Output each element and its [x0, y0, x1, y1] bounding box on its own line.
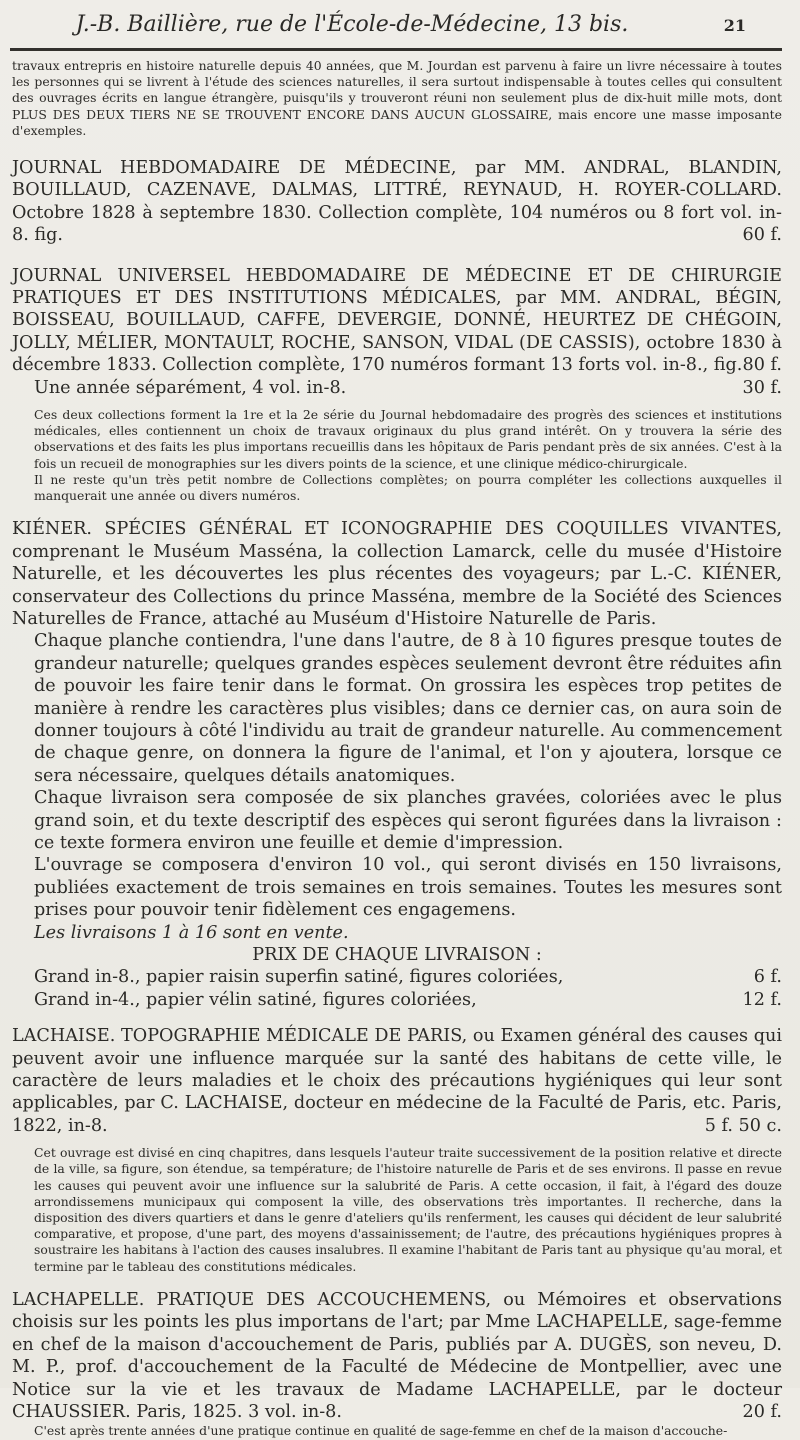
entry-paragraph: Les livraisons 1 à 16 sont en vente. [34, 922, 349, 943]
entry-kiener [12, 518, 782, 1011]
price-line [12, 989, 782, 1011]
entry-body: JOURNAL UNIVERSEL HEBDOMADAIRE DE MÉDECINE ET DE CHIRURGIE PRATIQUES ET DES INSTITUTIONS MÉDICALES, par MM. ANDRAL, BÉGIN, BOISSEAU, BOUILLAUD, CAFFE, DEVERGIE, DONNÉ, HEURTEZ DE CHÉGOIN, JOLLY, MÉLIER, MONTAULT, ROCHE, SANSON, VIDAL (DE CASSIS), octobre 1830 à décembre 1833. Collection complète, 170 numéros formant 13 forts vol. in-8., fig. [12, 265, 782, 376]
entry-price: 80 f. [742, 355, 782, 376]
entry-note: C'est après trente années d'une pratique continue en qualité de sage-femme en chef de la maison d'accouche- [34, 1423, 728, 1439]
entry-paragraph: Chaque planche contiendra, l'une dans l'autre, de 8 à 10 figures presque toutes de grandeur naturelle; quelques grandes espèces seulement devront être réduites afin de pouvoir les faire tenir dans le format. On grossira les espèces trop petites de manière à rendre les caractères plus visibles; dans ce dernier cas, on aura soin de donner toujours à côté l'individu au trait de grandeur naturelle. Au commencement de chaque genre, on donnera la figure de l'animal, et l'on y ajoutera, lorsque ce sera nécessaire, quelques détails anatomiques. [34, 631, 782, 786]
entry-price: 20 f. [742, 1401, 782, 1422]
price-line [12, 966, 782, 988]
price-label: Grand in-8., papier raisin superfin satiné, figures coloriées, [34, 967, 564, 988]
running-title: J.-B. Baillière, rue de l'École-de-Médecine, 13 bis. [75, 12, 629, 37]
entry-note: Ces deux collections forment la 1re et la 2e série du Journal hebdomadaire des progrès des sciences et institutions médicales, elles contiennent un choix de travaux originaux du plus grand intérêt. On y trouvera la série des observations et des faits les plus importans recueillis dans les hôpitaux de Paris pendant près de six années. C'est à la fois un recueil de monographies sur les divers points de la science, et une clinique médico-chirurgicale. [34, 407, 782, 471]
intro-paragraph: travaux entrepris en histoire naturelle depuis 40 années, que M. Jourdan est parvenu à faire un livre nécessaire à toutes les personnes qui se livrent à l'étude des sciences naturelles, il sera surtout indispensable à toutes celles qui consultent des ouvrages écrits en langue étrangère, puisqu'ils y trouveront réuni non seulement plus de dix-huit mille mots, dont PLUS DES DEUX TIERS NE SE TROUVENT ENCORE DANS AUCUN GLOSSAIRE, mais encore une masse imposante d'exemples. [12, 58, 782, 138]
entry-price: 5 f. 50 c. [704, 1115, 782, 1136]
sub-price: 30 f. [742, 377, 782, 398]
entry-text: KIÉNER. SPÉCIES GÉNÉRAL ET ICONOGRAPHIE DES COQUILLES VIVANTES, comprenant le Muséum Masséna, la collection Lamarck, celle du musée d'Histoire Naturelle, et les découvertes les plus récentes des voyageurs; par L.-C. KIÉNER, conservateur des Collections du prince Masséna, membre de la Société des Sciences Naturelles de France, attaché au Muséum d'Histoire Naturelle de Paris. [12, 519, 782, 629]
entry-journal-universel [12, 265, 782, 505]
entry-journal-hebdomadaire [12, 157, 782, 247]
entry-text [12, 1289, 782, 1423]
entry-body: LACHAPELLE. PRATIQUE DES ACCOUCHEMENS, ou Mémoires et observations choisis sur les points les plus importans de l'art; par Mme LACHAPELLE, sage-femme en chef de la maison d'accouchement de Paris, publiés par A. DUGÈS, son neveu, D. M. P., prof. d'accouchement de la Faculté de Médecine de Montpellier, avec une Notice sur la vie et les travaux de Madame LACHAPELLE, par le docteur CHAUSSIER. Paris, 1825. 3 vol. in-8. [12, 1289, 782, 1422]
entry-body: JOURNAL HEBDOMADAIRE DE MÉDECINE, par MM. ANDRAL, BLANDIN, BOUILLAUD, CAZENAVE, DALMAS, LITTRÉ, REYNAUD, H. ROYER-COLLARD. Octobre 1828 à septembre 1830. Collection complète, 104 numéros ou 8 fort vol. in-8. fig. [12, 158, 782, 246]
price-value: 12 f. [742, 989, 782, 1010]
entry-note: Cet ouvrage est divisé en cinq chapitres, dans lesquels l'auteur traite successivement de la position relative et directe de la ville, sa figure, son étendue, sa température; de l'histoire naturelle de Paris et de ses environs. Il passe en revue les causes qui peuvent avoir une influence sur la salubrité de Paris. A cette occasion, il fait, à l'égard des douze arrondissemens municipaux qui composent la ville, des observations très importantes. Il recherche, dans la disposition des divers quartiers et dans le genre d'ateliers qu'ils renferment, les causes qui décident de leur salubrité comparative, et propose, d'une part, des moyens d'assainissement; de l'autre, des précautions hygiéniques propres à soustraire les habitans à l'action des causes insalubres. Il examine l'habitant de Paris tant au physique qu'au moral, et termine par le tableau des constitutions médicales. [34, 1145, 782, 1274]
sub-text: Une année séparément, 4 vol. in-8. [34, 377, 347, 398]
entry-lachapelle [12, 1289, 782, 1440]
entry-price: 60 f. [742, 225, 782, 246]
entry-body: LACHAISE. TOPOGRAPHIE MÉDICALE DE PARIS, ou Examen général des causes qui peuvent avoir une influence marquée sur la santé des habitans de cette ville, le caractère de leurs maladies et le choix des précautions hygiéniques qui leur sont applicables, par C. LACHAISE, docteur en médecine de la Faculté de Paris, etc. Paris, 1822, in-8. [12, 1026, 782, 1136]
entry-text [12, 1025, 782, 1137]
entry-text [12, 265, 782, 377]
header-rule [10, 48, 782, 51]
entry-note: Il ne reste qu'un très petit nombre de Collections complètes; on pourra compléter les collections auxquelles il manquerait une année ou divers numéros. [34, 471, 782, 504]
price-value: 6 f. [753, 967, 782, 988]
page-number: 21 [723, 16, 746, 35]
entry-text [12, 157, 782, 247]
prices-heading: PRIX DE CHAQUE LIVRAISON : [252, 945, 542, 966]
entry-paragraph: Chaque livraison sera composée de six planches gravées, coloriées avec le plus grand soin, et du texte descriptif des espèces qui seront figurées dans la livraison : ce texte formera environ une feuille et demie d'impression. [34, 788, 782, 853]
entry-sub-line [12, 377, 782, 399]
entry-lachaise [12, 1025, 782, 1275]
price-label: Grand in-4., papier vélin satiné, figures coloriées, [34, 989, 477, 1010]
running-header [60, 12, 764, 46]
text-column [12, 58, 782, 1440]
entry-paragraph: L'ouvrage se composera d'environ 10 vol., qui seront divisés en 150 livraisons, publiées exactement de trois semaines en trois semaines. Toutes les mesures sont prises pour pouvoir tenir fidèlement ces engagemens. [34, 855, 782, 921]
